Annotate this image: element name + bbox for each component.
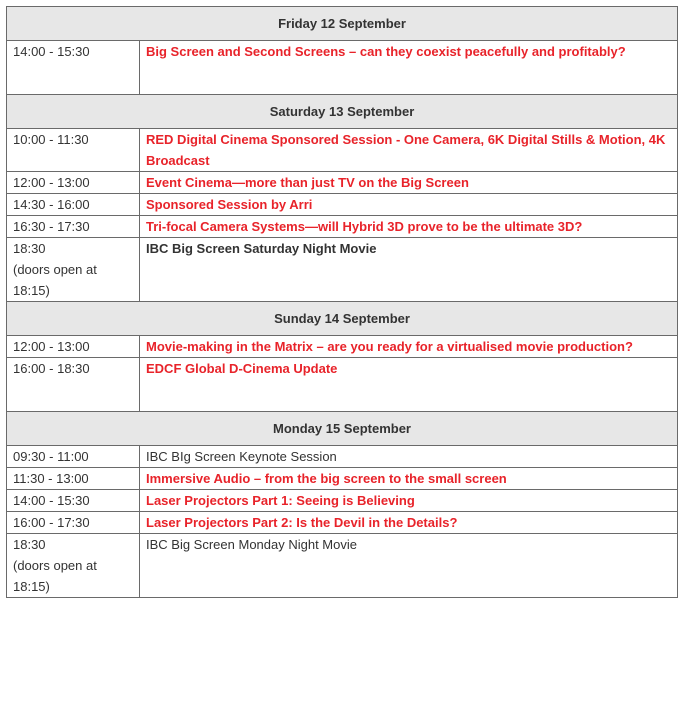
session-time: 10:00 - 11:30: [7, 129, 140, 172]
table-row: [7, 446, 678, 468]
day-header-label: Friday 12 September: [7, 7, 678, 41]
session-time: 09:30 - 11:00: [7, 446, 140, 468]
session-time: 12:00 - 13:00: [7, 172, 140, 194]
table-row: [7, 468, 678, 490]
session-time: 16:00 - 18:30: [7, 358, 140, 412]
session-title: IBC Big Screen Saturday Night Movie: [140, 238, 678, 302]
day-header-friday: [7, 7, 678, 41]
day-header-label: Saturday 13 September: [7, 95, 678, 129]
table-row: [7, 336, 678, 358]
table-row: [7, 358, 678, 412]
session-time-line: 18:30: [13, 537, 46, 552]
table-row: [7, 194, 678, 216]
session-title-link[interactable]: Sponsored Session by Arri: [140, 194, 678, 216]
session-time: 11:30 - 13:00: [7, 468, 140, 490]
session-title-link[interactable]: Laser Projectors Part 2: Is the Devil in the Details?: [140, 512, 678, 534]
table-row: [7, 172, 678, 194]
session-time: [7, 534, 140, 598]
day-header-monday: [7, 412, 678, 446]
session-time: 14:30 - 16:00: [7, 194, 140, 216]
table-row: [7, 238, 678, 302]
table-row: [7, 534, 678, 598]
table-row: [7, 490, 678, 512]
session-title-link[interactable]: Tri-focal Camera Systems—will Hybrid 3D prove to be the ultimate 3D?: [140, 216, 678, 238]
session-title-link[interactable]: EDCF Global D-Cinema Update: [140, 358, 678, 412]
session-time: 16:30 - 17:30: [7, 216, 140, 238]
session-time-line: 18:15): [13, 579, 50, 594]
session-time-line: 18:30: [13, 241, 46, 256]
session-title-link[interactable]: Laser Projectors Part 1: Seeing is Believing: [140, 490, 678, 512]
table-row: [7, 216, 678, 238]
schedule-table: [6, 6, 678, 598]
session-title-link[interactable]: RED Digital Cinema Sponsored Session - One Camera, 6K Digital Stills & Motion, 4K Broadcast: [140, 129, 678, 172]
session-title-link[interactable]: Movie-making in the Matrix – are you ready for a virtualised movie production?: [140, 336, 678, 358]
session-title-link[interactable]: Immersive Audio – from the big screen to the small screen: [140, 468, 678, 490]
session-time: 14:00 - 15:30: [7, 41, 140, 95]
table-row: [7, 129, 678, 172]
day-header-label: Monday 15 September: [7, 412, 678, 446]
session-title: IBC BIg Screen Keynote Session: [140, 446, 678, 468]
day-header-saturday: [7, 95, 678, 129]
session-time: 12:00 - 13:00: [7, 336, 140, 358]
session-time: [7, 238, 140, 302]
session-title-link[interactable]: Big Screen and Second Screens – can they coexist peacefully and profitably?: [140, 41, 678, 95]
session-time: 14:00 - 15:30: [7, 490, 140, 512]
day-header-sunday: [7, 302, 678, 336]
session-title-link[interactable]: Event Cinema—more than just TV on the Big Screen: [140, 172, 678, 194]
session-title: IBC Big Screen Monday Night Movie: [140, 534, 678, 598]
session-time-line: (doors open at: [13, 558, 97, 573]
table-row: [7, 512, 678, 534]
day-header-label: Sunday 14 September: [7, 302, 678, 336]
session-time: 16:00 - 17:30: [7, 512, 140, 534]
session-time-line: (doors open at: [13, 262, 97, 277]
session-time-line: 18:15): [13, 283, 50, 298]
table-row: [7, 41, 678, 95]
